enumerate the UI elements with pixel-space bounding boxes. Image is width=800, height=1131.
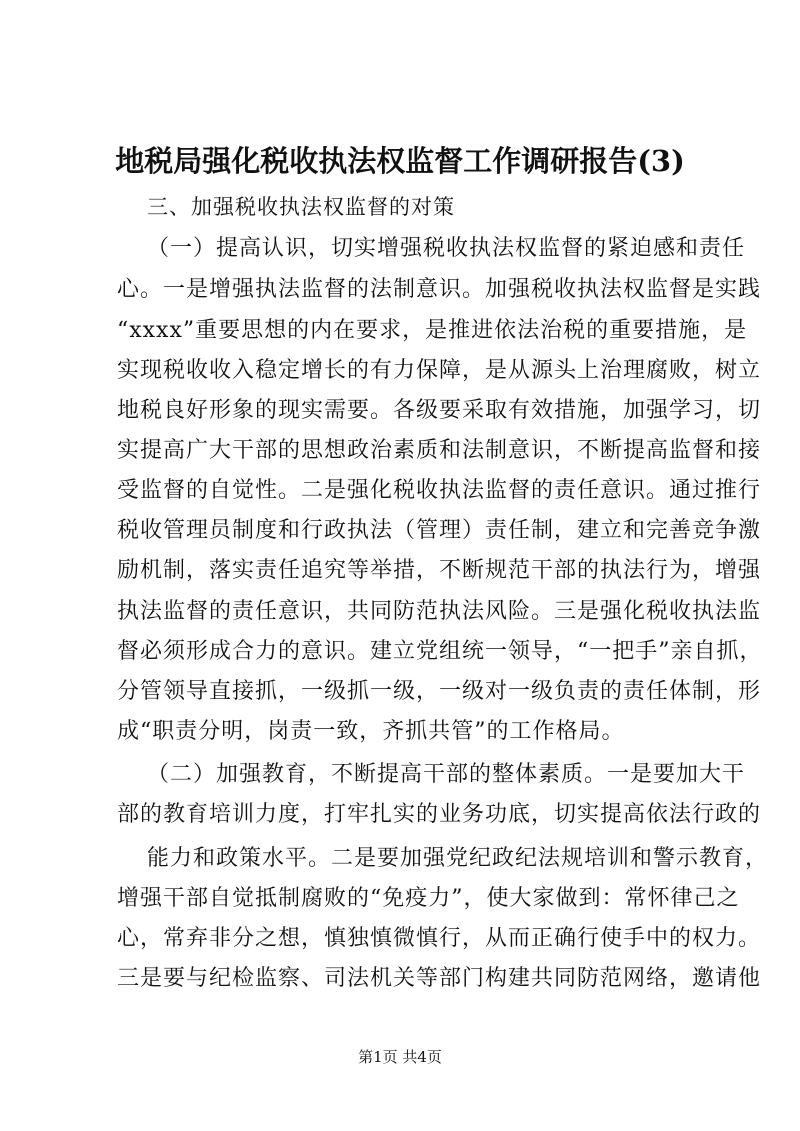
text-line: “xxxx”重要思想的内在要求，是推进依法治税的重要措施，是 xyxy=(117,318,748,343)
text-line: 实现税收收入稳定增长的有力保障，是从源头上治理腐败，树立 xyxy=(117,358,762,383)
text-line: （二）加强教育，不断提高干部的整体素质。一是要加大干 xyxy=(147,762,746,787)
text-line: 心，常弃非分之想，慎独慎微慎行，从而正确行使手中的权力。 xyxy=(117,926,762,951)
text-line: 能力和政策水平。二是要加强党纪政纪法规培训和警示教育， xyxy=(147,846,769,871)
text-line: 地税良好形象的现实需要。各级要采取有效措施，加强学习，切 xyxy=(117,398,762,423)
text-line: 成“职责分明，岗责一致，齐抓共管”的工作格局。 xyxy=(117,719,625,744)
section-heading: 三、加强税收执法权监督的对策 xyxy=(147,195,455,219)
text-line: 税收管理员制度和行政执法（管理）责任制，建立和完善竞争激 xyxy=(117,518,762,543)
page-number-footer: 第1页 共4页 xyxy=(358,1048,442,1066)
text-line: 三是要与纪检监察、司法机关等部门构建共同防范网络，邀请他 xyxy=(117,966,762,991)
text-line: （一）提高认识，切实增强税收执法权监督的紧迫感和责任 xyxy=(147,236,746,261)
text-line: 励机制，落实责任追究等举措，不断规范干部的执法行为，增强 xyxy=(117,558,762,583)
text-line: 实提高广大干部的思想政治素质和法制意识，不断提高监督和接 xyxy=(117,438,762,463)
text-line: 心。一是增强执法监督的法制意识。加强税收执法权监督是实践 xyxy=(117,277,762,302)
text-line: 部的教育培训力度，打牢扎实的业务功底，切实提高依法行政的 xyxy=(117,802,762,827)
text-line: 执法监督的责任意识，共同防范执法风险。三是强化税收执法监 xyxy=(117,599,762,624)
text-line: 增强干部自觉抵制腐败的“免疫力”，使大家做到：常怀律己之 xyxy=(117,886,740,911)
text-line: 分管领导直接抓，一级抓一级，一级对一级负责的责任体制，形 xyxy=(117,679,762,704)
text-line: 受监督的自觉性。二是强化税收执法监督的责任意识。通过推行 xyxy=(117,478,762,503)
text-line: 督必须形成合力的意识。建立党组统一领导，“一把手”亲自抓， xyxy=(117,639,763,664)
document-title: 地税局强化税收执法权监督工作调研报告(3) xyxy=(115,144,685,178)
